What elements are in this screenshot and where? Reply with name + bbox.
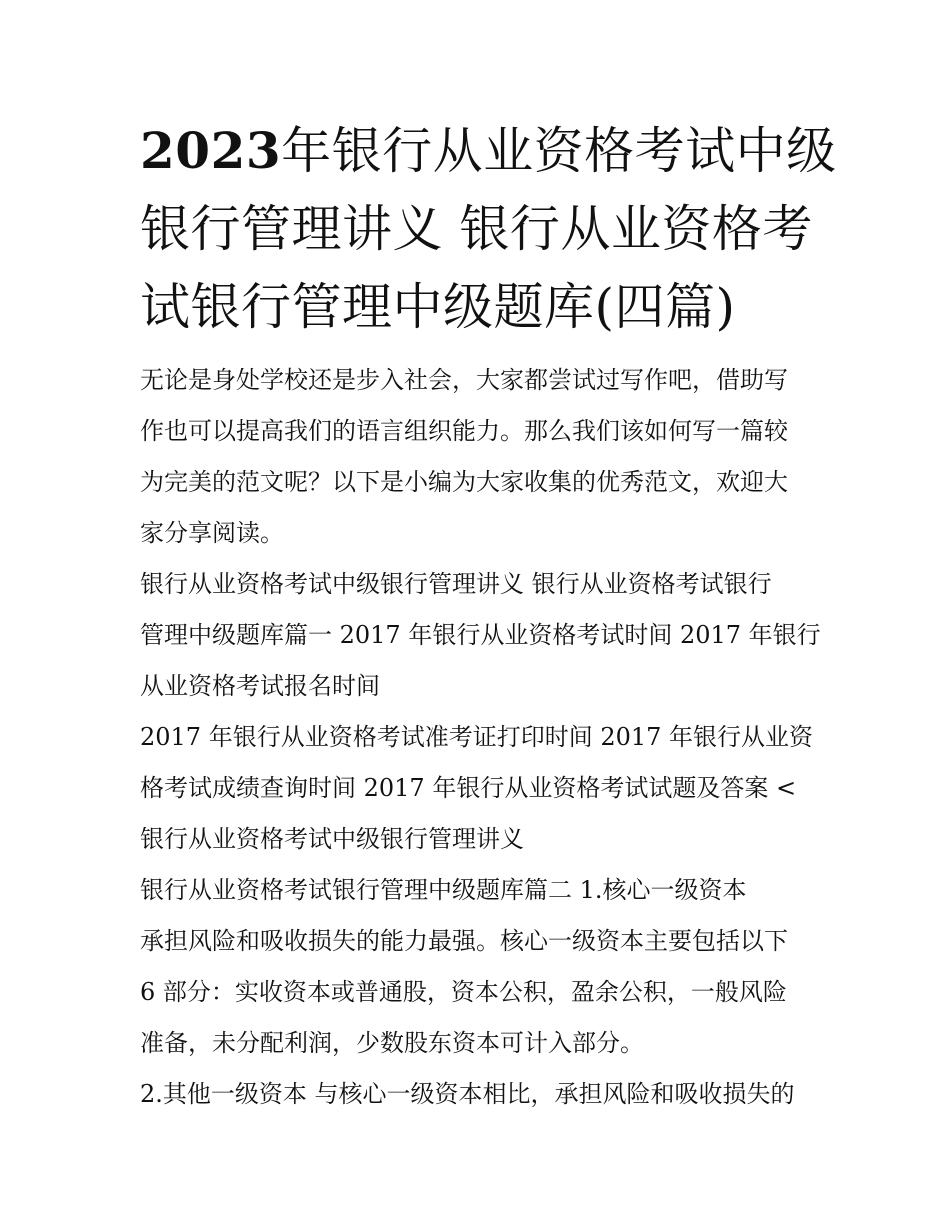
title-line-2: 银行管理讲义 银行从业资格考 bbox=[140, 200, 813, 258]
text-line: 2017 年银行从业资格考试准考证打印时间 2017 年银行从业资 bbox=[140, 723, 814, 751]
text-line: 2.其他一级资本 与核心一级资本相比，承担风险和吸收损失的 bbox=[140, 1080, 795, 1108]
paragraph-other-tier1-capital bbox=[140, 1069, 830, 1120]
text-line: 格考试成绩查询时间 2017 年银行从业资格考试试题及答案 < bbox=[140, 774, 797, 802]
text-line: 准备，未分配利润，少数股东资本可计入部分。 bbox=[140, 1029, 644, 1057]
paragraph-core-tier1-capital bbox=[140, 865, 830, 1069]
text-line: 管理中级题库篇一 2017 年银行从业资格考试时间 2017 年银行 bbox=[140, 621, 821, 649]
text-line: 银行从业资格考试中级银行管理讲义 银行从业资格考试银行 bbox=[140, 570, 772, 598]
paragraph-exam-dates bbox=[140, 712, 830, 865]
text-line: 银行从业资格考试中级银行管理讲义 bbox=[140, 825, 524, 853]
title-line-1-rest: 年银行从业资格考试中级 bbox=[281, 122, 837, 180]
title-line-1 bbox=[140, 112, 837, 190]
paragraph-intro bbox=[140, 355, 830, 559]
text-line: 为完美的范文呢？以下是小编为大家收集的优秀范文，欢迎大 bbox=[140, 468, 788, 496]
document-title bbox=[140, 112, 837, 346]
text-line: 无论是身处学校还是步入社会，大家都尝试过写作吧，借助写 bbox=[140, 366, 788, 394]
text-line: 银行从业资格考试银行管理中级题库篇二 1.核心一级资本 bbox=[140, 876, 747, 904]
document-body bbox=[140, 355, 830, 1120]
text-line: 作也可以提高我们的语言组织能力。那么我们该如何写一篇较 bbox=[140, 417, 788, 445]
title-year: 2023 bbox=[140, 121, 282, 180]
title-line-3: 试银行管理中级题库(四篇) bbox=[140, 278, 736, 336]
text-line: 承担风险和吸收损失的能力最强。核心一级资本主要包括以下 bbox=[140, 927, 788, 955]
text-line: 家分享阅读。 bbox=[140, 519, 284, 547]
paragraph-section-one bbox=[140, 559, 830, 712]
text-line: 从业资格考试报名时间 bbox=[140, 672, 380, 700]
text-line: 6 部分：实收资本或普通股，资本公积，盈余公积，一般风险 bbox=[140, 978, 787, 1006]
